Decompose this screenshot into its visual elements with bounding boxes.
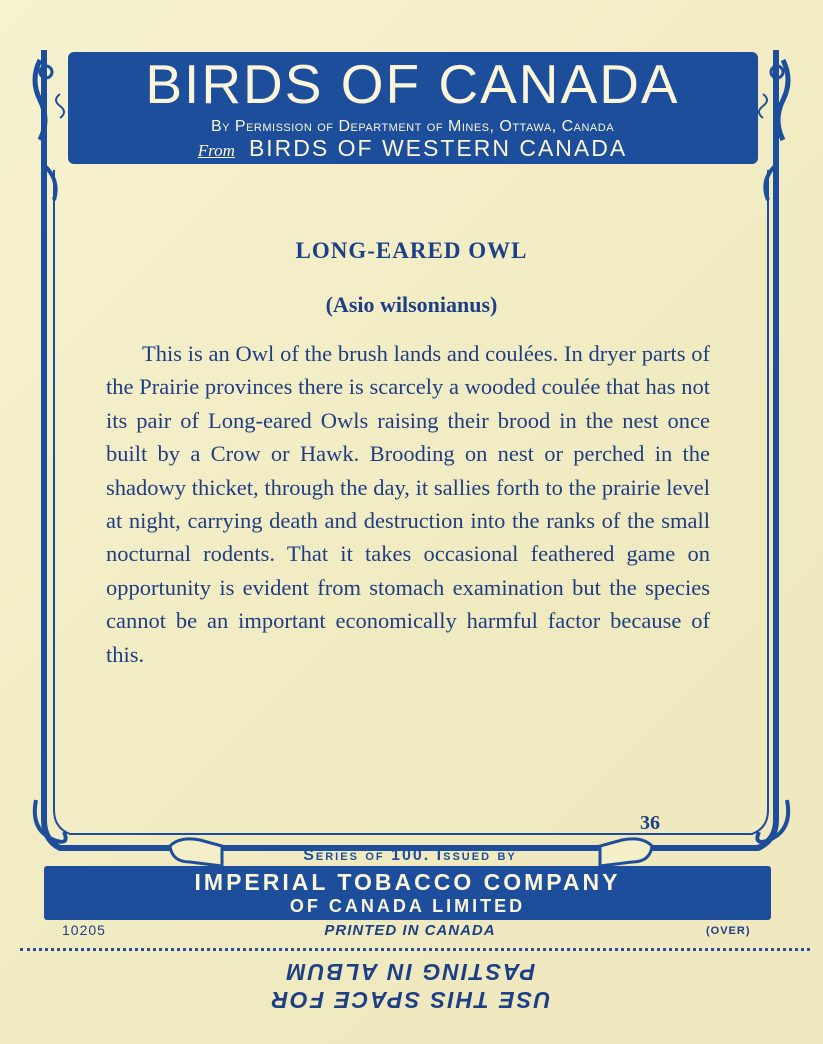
card-code: 10205	[62, 922, 106, 938]
company-name: IMPERIAL TOBACCO COMPANY	[194, 869, 621, 895]
from-word: From	[197, 141, 235, 160]
card-title: BIRDS OF CANADA	[145, 53, 680, 115]
card-number: 36	[640, 812, 660, 834]
company-subtitle: OF CANADA LIMITED	[289, 896, 526, 916]
over-label: (OVER)	[706, 925, 751, 937]
album-instruction-line2: PASTING IN ALBUM	[284, 959, 536, 985]
source-title: BIRDS OF WESTERN CANADA	[248, 135, 628, 161]
printed-in-label: PRINTED IN CANADA	[324, 922, 496, 939]
bird-description: This is an Owl of the brush lands and coulées. In dryer parts of the Prairie provinces there is scarcely a wooded coulée that has not its pair of Long-eared Owls raising their brood in the nest once built by a Crow or Hawk. Brooding on nest or perched in the shadowy thicket, through the day, it sallies forth to the prairie level at night, carrying death and destruction into the ranks of the small nocturnal rodents. That it takes occasional feathered game on opportunity is evident from stomach examination but the species cannot be an important economically harmful factor because of this.	[106, 341, 710, 667]
bird-common-name: LONG-EARED OWL	[295, 238, 528, 263]
series-line: Series of 100. Issued by	[303, 847, 517, 864]
bird-latin-name: (Asio wilsonianus)	[325, 292, 498, 317]
source-line	[60, 135, 765, 165]
album-instruction	[160, 958, 660, 1014]
perforation-line	[20, 948, 810, 951]
permission-line: By Permission of Department of Mines, Ottawa, Canada	[210, 118, 615, 135]
album-instruction-line1: USE THIS SPACE FOR	[269, 987, 551, 1013]
